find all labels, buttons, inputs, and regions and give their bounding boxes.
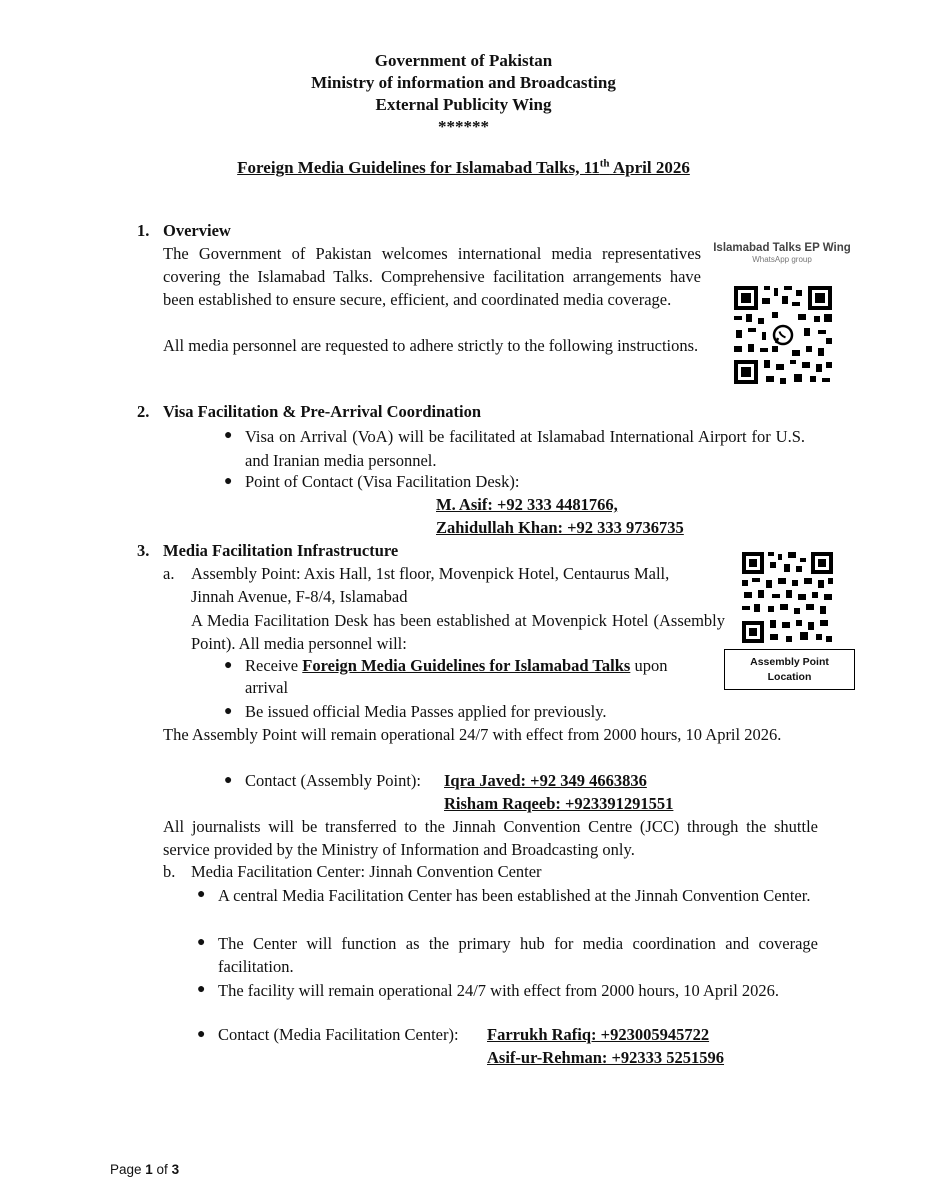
- page-title: [0, 152, 927, 179]
- current-page: 1: [145, 1162, 153, 1177]
- assembly-point-address-line-2: Jinnah Avenue, F-8/4, Islamabad: [191, 587, 408, 606]
- jcc-center-established-bullet: A central Media Facilitation Center has been established at the Jinnah Convention Center.: [218, 886, 811, 905]
- title-tail: April 2026: [609, 157, 690, 177]
- visa-contact-asif: M. Asif: +92 333 4481766,: [436, 495, 618, 514]
- assembly-point-location-caption: [724, 649, 855, 690]
- receive-guidelines-bullet: [245, 655, 667, 677]
- header-line-government: Government of Pakistan: [374, 51, 553, 70]
- shuttle-transfer-paragraph: All journalists will be transferred to the Jinnah Convention Centre (JCC) through the shuttle service provided by the Ministry of Information and Broadcasting only.: [163, 817, 818, 859]
- title-superscript: th: [599, 157, 610, 169]
- whatsapp-qr-block: [712, 242, 852, 264]
- jcc-contact-asif-ur-rehman: Asif-ur-Rehman: +92333 5251596: [487, 1048, 725, 1067]
- page-number-footer: [110, 1159, 179, 1181]
- bullet-dot-icon: ●: [197, 887, 206, 902]
- subsection-b-label: b.: [163, 862, 176, 881]
- assembly-point-qr-code[interactable]: [740, 550, 835, 645]
- visa-on-arrival-bullet: Visa on Arrival (VoA) will be facilitated at Islamabad International Airport for U.S. and Iranian media personnel.: [245, 427, 805, 470]
- jcc-operational-bullet: The facility will remain operational 24/7 with effect from 2000 hours, 10 April 2026.: [218, 981, 780, 1000]
- bullet-dot-icon: ●: [224, 704, 233, 719]
- assembly-point-operational-text: The Assembly Point will remain operational 24/7 with effect from 2000 hours, 10 April 2026.: [163, 725, 782, 744]
- page-word: Page: [110, 1162, 146, 1177]
- whatsapp-qr-subtitle: WhatsApp group: [752, 255, 812, 264]
- guidelines-reference: Foreign Media Guidelines for Islamabad Talks: [302, 656, 631, 675]
- receive-guidelines-continuation: arrival: [245, 678, 289, 697]
- whatsapp-qr-title: Islamabad Talks EP Wing: [713, 242, 851, 254]
- header-stars: ******: [438, 117, 489, 136]
- assembly-contact-iqra: Iqra Javed: +92 349 4663836: [444, 771, 647, 790]
- receive-prefix: Receive: [245, 656, 303, 675]
- caption-line-2: Location: [767, 671, 812, 683]
- bullet-dot-icon: ●: [224, 474, 233, 489]
- letterhead: [0, 50, 927, 138]
- bullet-dot-icon: ●: [197, 935, 206, 950]
- section-1-paragraph-2: All media personnel are requested to adhere strictly to the following instructions.: [163, 336, 699, 355]
- section-2-number: 2.: [137, 402, 150, 421]
- receive-suffix: upon: [630, 656, 668, 675]
- jcc-primary-hub-bullet: The Center will function as the primary hub for media coordination and coverage facilitation.: [218, 934, 818, 976]
- section-1-paragraph-1: The Government of Pakistan welcomes international media representatives covering the Islamabad Talks. Comprehensive facilitation arrangements have been established to ensure secure, efficient, and coordinated media coverage.: [163, 244, 701, 309]
- jcc-contact-label: Contact (Media Facilitation Center):: [218, 1025, 459, 1044]
- assembly-desk-paragraph: A Media Facilitation Desk has been established at Movenpick Hotel (Assembly Point). All media personnel will:: [191, 611, 725, 653]
- whatsapp-qr-code[interactable]: [732, 284, 834, 386]
- section-1-heading: Overview: [163, 221, 231, 240]
- media-passes-bullet: Be issued official Media Passes applied for previously.: [245, 702, 607, 721]
- bullet-dot-icon: ●: [224, 658, 233, 673]
- assembly-contact-risham: Risham Raqeeb: +923391291551: [444, 794, 674, 813]
- assembly-contact-label: Contact (Assembly Point):: [245, 771, 421, 790]
- of-word: of: [152, 1162, 172, 1177]
- bullet-dot-icon: ●: [197, 1027, 206, 1042]
- caption-line-1: Assembly Point: [750, 656, 829, 668]
- jcc-contact-farrukh: Farrukh Rafiq: +923005945722: [487, 1025, 710, 1044]
- section-1-number: 1.: [137, 221, 150, 240]
- visa-contact-zahidullah: Zahidullah Khan: +92 333 9736735: [436, 518, 684, 537]
- header-line-wing: External Publicity Wing: [375, 95, 552, 114]
- header-line-ministry: Ministry of information and Broadcasting: [311, 73, 616, 92]
- bullet-dot-icon: ●: [224, 428, 233, 443]
- title-main: Foreign Media Guidelines for Islamabad Talks, 11: [237, 157, 600, 177]
- section-2-heading: Visa Facilitation & Pre-Arrival Coordination: [163, 402, 482, 421]
- total-pages: 3: [171, 1162, 180, 1177]
- bullet-dot-icon: ●: [197, 982, 206, 997]
- section-3-number: 3.: [137, 541, 150, 560]
- subsection-a-label: a.: [163, 564, 175, 583]
- assembly-point-address-line-1: Assembly Point: Axis Hall, 1st floor, Movenpick Hotel, Centaurus Mall,: [191, 564, 670, 583]
- section-3-heading: Media Facilitation Infrastructure: [163, 541, 399, 560]
- bullet-dot-icon: ●: [224, 773, 233, 788]
- subsection-b-title: Media Facilitation Center: Jinnah Convention Center: [191, 862, 542, 881]
- visa-contact-label: Point of Contact (Visa Facilitation Desk):: [245, 472, 520, 491]
